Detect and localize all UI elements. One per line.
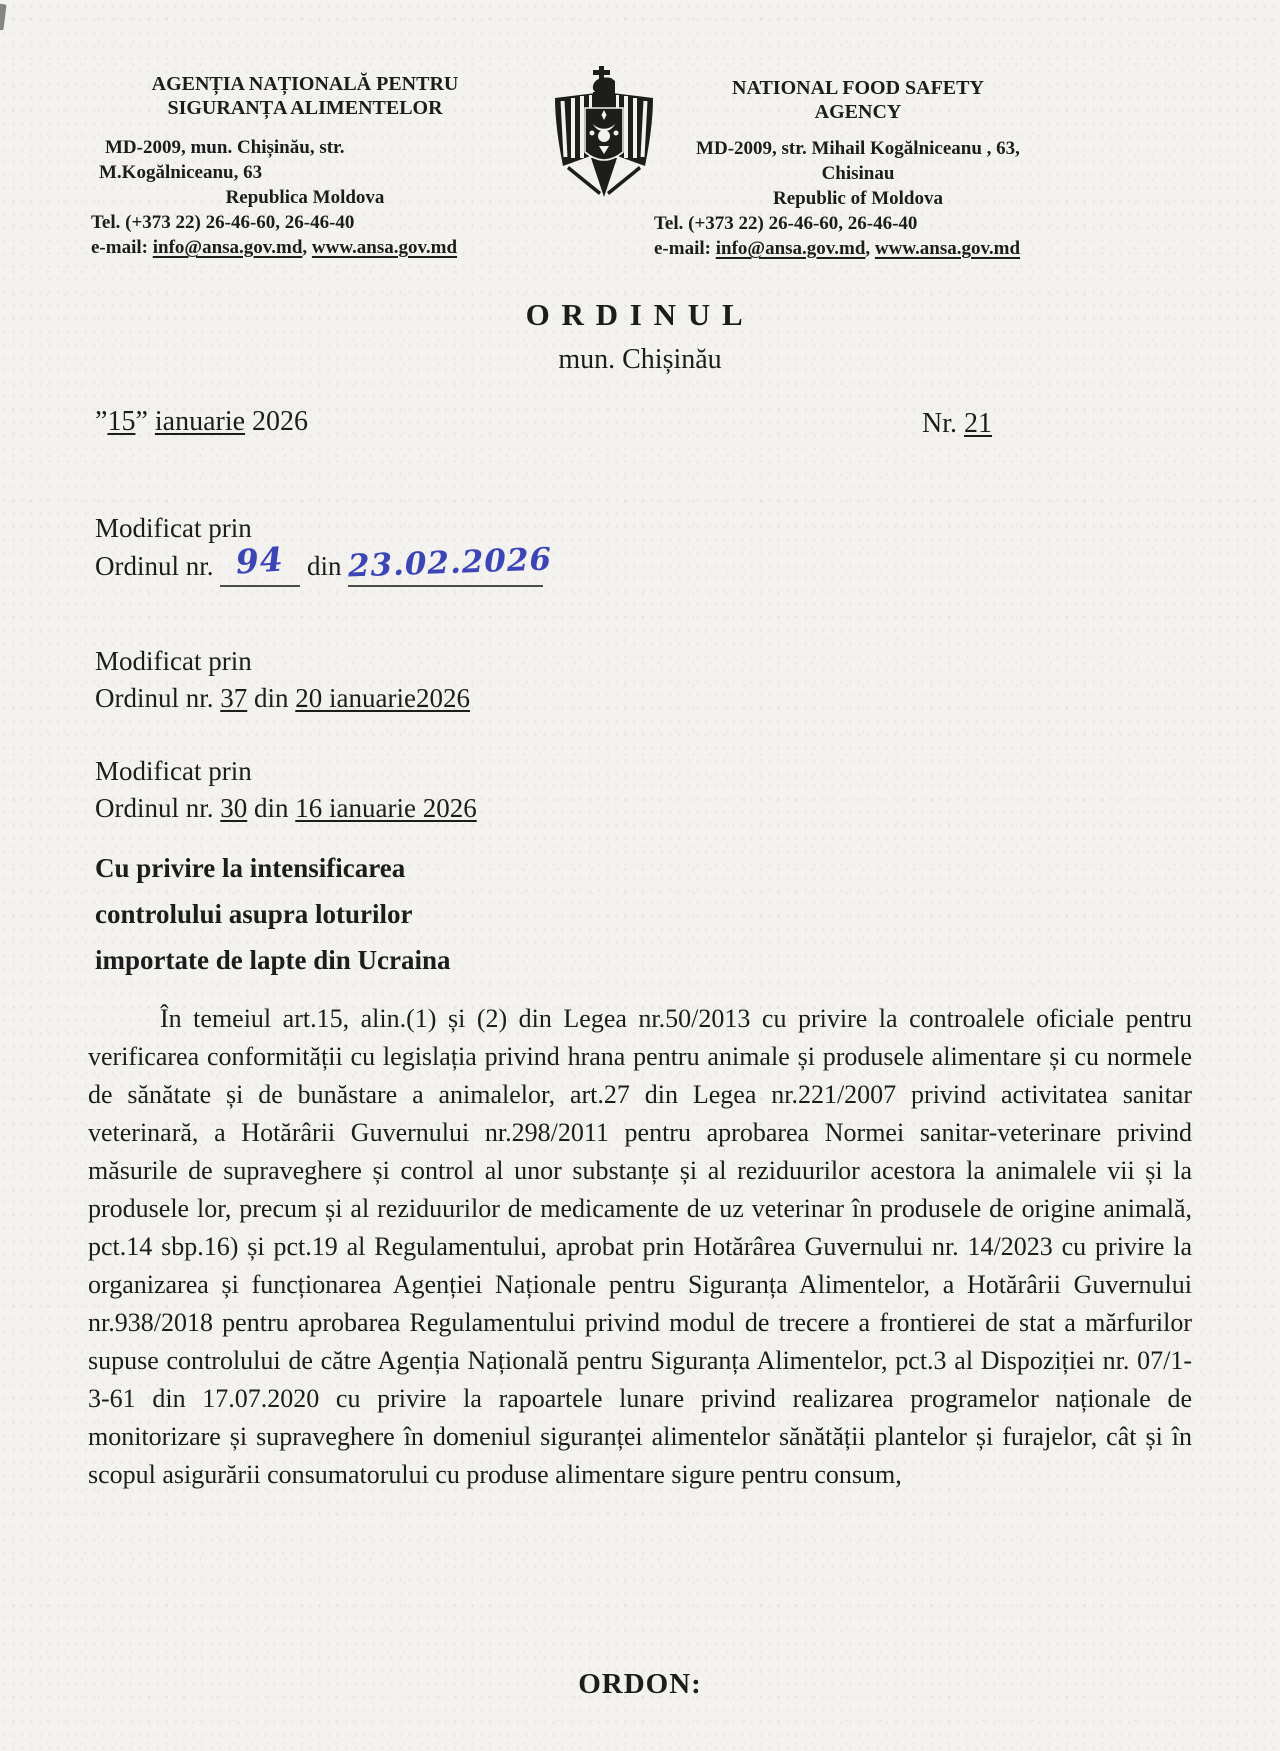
address-ro-line1: MD-2009, mun. Chișinău, str. xyxy=(105,137,345,158)
open-quote: ” xyxy=(95,406,108,437)
document-title: ORDINUL xyxy=(525,297,755,332)
letterhead-right-en xyxy=(648,76,1068,261)
modification-3-din: din xyxy=(254,793,289,823)
modification-1-prefix: Ordinul nr. xyxy=(95,551,214,581)
agency-title-ro-line2: SIGURANȚA ALIMENTELOR xyxy=(167,97,443,119)
modification-1-number-blank xyxy=(220,539,300,587)
modification-2-label: Modificat prin xyxy=(95,646,252,676)
address-ro-country: Republica Moldova xyxy=(225,187,385,208)
modification-2-prefix: Ordinul nr. xyxy=(95,683,214,713)
address-en-country: Republic of Moldova xyxy=(773,188,943,209)
issue-day: 15 xyxy=(107,406,136,437)
handwritten-order-number: 94 xyxy=(234,539,286,582)
issue-year: 2026 xyxy=(252,406,309,437)
subject-heading xyxy=(95,845,450,983)
address-en-city: Chisinau xyxy=(821,163,895,184)
agency-title-ro-line1: AGENȚIA NAȚIONALĂ PENTRU xyxy=(151,73,459,95)
subject-line1: Cu privire la intensificarea xyxy=(95,853,406,883)
address-en-line1: MD-2009, str. Mihail Kogălniceanu , 63, xyxy=(696,138,1020,159)
letterhead-left-ro xyxy=(85,72,525,260)
order-number-value: 21 xyxy=(964,408,992,439)
modification-note-1 xyxy=(95,510,553,587)
moldova-coat-of-arms-icon xyxy=(548,66,660,216)
scan-artifact-mark xyxy=(0,4,7,31)
modification-3-date: 16 ianuarie 2026 xyxy=(295,793,477,823)
email-line-ro xyxy=(85,235,525,260)
modification-1-date-blank xyxy=(347,541,553,587)
modification-2-number: 37 xyxy=(220,683,248,713)
email-separator-ro: , xyxy=(302,237,312,258)
address-ro-line2: M.Kogălniceanu, 63 xyxy=(99,162,263,183)
modification-1-label: Modificat prin xyxy=(95,513,252,543)
modification-3-label: Modificat prin xyxy=(95,756,252,786)
close-quote: ” xyxy=(135,406,148,437)
modification-3-number: 30 xyxy=(220,793,248,823)
phone-en: Tel. (+373 22) 26-46-60, 26-46-40 xyxy=(654,213,918,234)
ordon-heading: ORDON: xyxy=(578,1668,702,1700)
phone-ro: Tel. (+373 22) 26-46-60, 26-46-40 xyxy=(91,212,355,233)
issue-date xyxy=(95,406,308,438)
modification-2-din: din xyxy=(254,683,289,713)
modification-note-2 xyxy=(95,643,470,717)
email-label-ro: e-mail: xyxy=(91,237,153,258)
modification-2-detail xyxy=(95,680,470,717)
email-address-ro: info@ansa.gov.md xyxy=(152,237,303,258)
order-number-label: Nr. xyxy=(922,408,957,439)
agency-title-en-line2: AGENCY xyxy=(814,101,902,123)
website-url-ro: www.ansa.gov.md xyxy=(311,237,458,258)
order-number xyxy=(922,408,992,440)
agency-title-en-line1: NATIONAL FOOD SAFETY xyxy=(732,77,984,99)
modification-1-din: din xyxy=(307,551,342,581)
subject-line3: importate de lapte din Ucraina xyxy=(95,945,451,975)
email-line-en xyxy=(648,236,1068,261)
email-separator-en: , xyxy=(865,238,875,259)
document-place: mun. Chișinău xyxy=(558,344,722,375)
email-address-en: info@ansa.gov.md xyxy=(715,238,866,259)
subject-line2: controlului asupra loturilor xyxy=(95,899,413,929)
modification-3-prefix: Ordinul nr. xyxy=(95,793,214,823)
handwritten-order-date: 23.02.2026 xyxy=(347,541,553,585)
issue-month: ianuarie xyxy=(154,406,246,437)
agency-title-en xyxy=(648,76,1068,124)
modification-note-3 xyxy=(95,753,477,827)
email-label-en: e-mail: xyxy=(654,238,716,259)
modification-2-date: 20 ianuarie2026 xyxy=(295,683,470,713)
agency-title-ro xyxy=(85,72,525,120)
legal-basis-paragraph: În temeiul art.15, alin.(1) și (2) din Legea nr.50/2013 cu privire la controalele oficiale pentru verificarea conformității cu legislația privind hrana pentru animale și produsele alimentare și cu normele de sănătate și de bunăstare a animalelor, art.27 din Legea nr.221/2007 privind activitatea sanitar veterinară, a Hotărârii Guvernului nr.298/2011 pentru aprobarea Normei sanitar-veterinare privind măsurile de supraveghere și control al unor substanțe și al reziduurilor acestora la animalele vii și la produsele lor, precum și al reziduurilor de medicamente de uz veterinar în produsele de origine animală, pct.14 sbp.16) și pct.19 al Regulamentului, aprobat prin Hotărârea Guvernului nr. 14/2023 cu privire la organizarea și funcționarea Agenției Naționale pentru Siguranța Alimentelor, a Hotărârii Guvernului nr.938/2018 pentru aprobarea Regulamentului privind modul de trecere a frontierei de stat a mărfurilor supuse controlului de către Agenția Națională pentru Siguranța Alimentelor, pct.3 al Dispoziției nr. 07/1-3-61 din 17.07.2020 cu privire la rapoartele lunare privind realizarea programelor naționale de monitorizare și supraveghere în domeniul siguranței alimentelor sănătății plantelor și furajelor, cât și în scopul asigurării consumatorului cu produse alimentare sigure pentru consum, xyxy=(88,1004,1192,1489)
website-url-en: www.ansa.gov.md xyxy=(874,238,1021,259)
modification-3-detail xyxy=(95,790,477,827)
modification-1-detail xyxy=(95,539,553,587)
